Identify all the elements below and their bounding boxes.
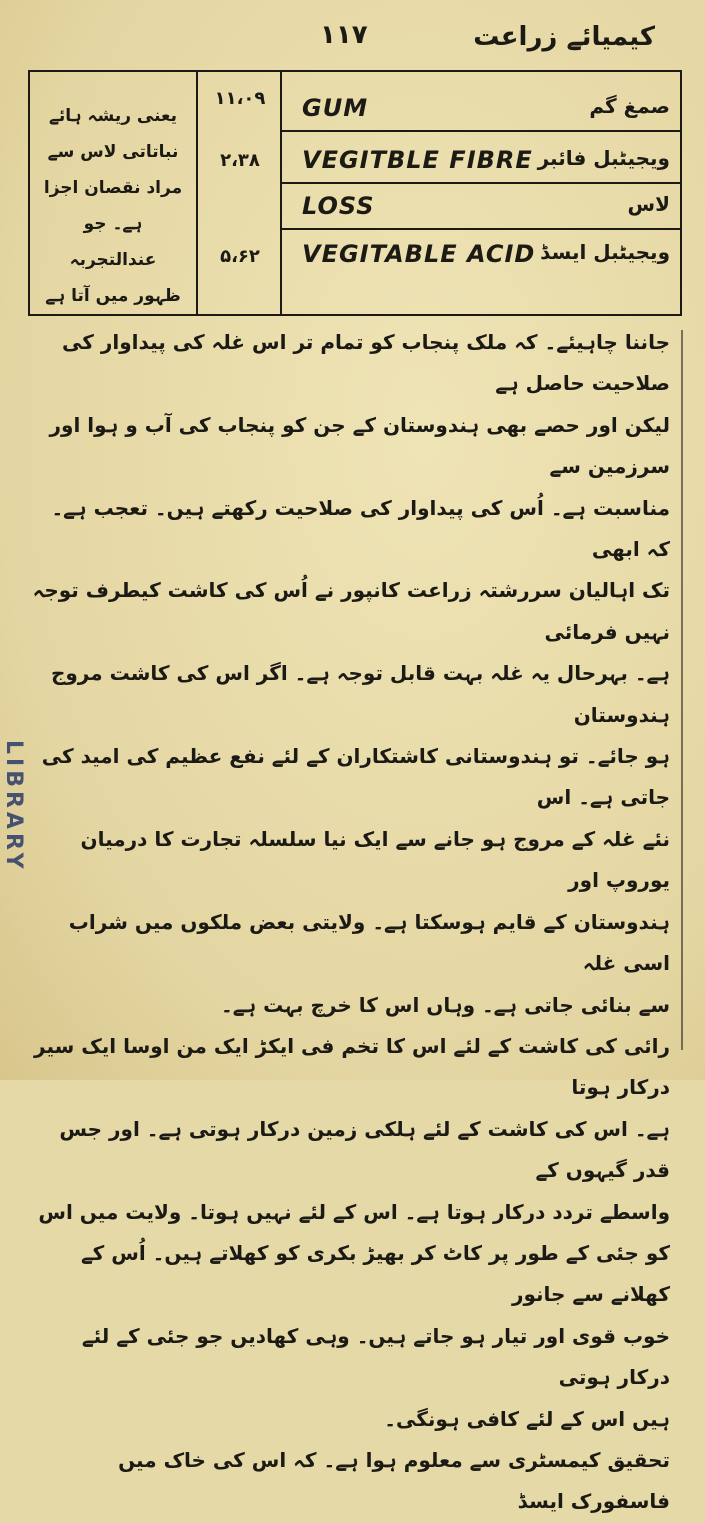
note-line: ہے۔ جو عندالتجربہ [69,214,157,270]
note-line: مراد نقصان اجزا [43,178,183,198]
text-line: ہو جائے۔ تو ہندوستانی کاشتکاران کے لئے نفع عظیم کی امید کی جاتی ہے۔ اس [41,744,670,810]
page-number: ۱۱۷ [320,20,368,50]
value-column [198,72,282,314]
text-line: سے بنائی جاتی ہے۔ وہاں اس کا خرچ بہت ہے۔ [221,992,670,1017]
text-line: تک اہالیان سررشتہ زراعت کانپور نے اُس کی کاشت کیطرف توجہ نہیں فرمائی [32,578,670,644]
row-urdu: لاس [627,192,670,216]
text-line: ہے۔ اس کی کاشت کے لئے ہلکی زمین درکار ہوتی ہے۔ اور جس قدر گیہوں کے [59,1116,670,1183]
margin-rule [681,330,683,1050]
row-english: GUM [302,94,369,122]
note-line: یعنی ریشہ ہائے [48,106,178,126]
value-gum: ۱۱،۰۹ [214,88,266,109]
composition-table [28,70,682,316]
row-urdu: ویجیٹبل ایسڈ [540,240,670,264]
row-english: LOSS [302,192,375,220]
note-line: نباتاتی لاس سے [47,142,179,162]
row-english: VEGITBLE FIBRE [302,146,533,174]
page-header [20,18,685,58]
table-row [282,86,680,132]
row-urdu: صمغ گم [589,94,670,118]
text-line: رائی کی کاشت کے لئے اس کا تخم فی ایکڑ ایک من اوسا ایک سیر درکار ہوتا [34,1033,670,1100]
row-urdu: ویجیٹبل فائبر [537,146,670,170]
note-line: ظہور میں آتا ہے [45,286,181,306]
text-line: تحقیق کیمسٹری سے معلوم ہوا ہے۔ کہ اس کی خاک میں فاسفورک ایسڈ [118,1447,670,1514]
text-line: ہندوستان کے قایم ہوسکتا ہے۔ ولایتی بعض ملکوں میں شراب اسی غلہ [68,909,670,976]
table-row [282,232,680,278]
library-stamp: LIBRARY [1,740,26,873]
text-line: خوب قوی اور تیار ہو جاتے ہیں۔ وہی کھادیں جو جئی کے لئے درکار ہوتی [81,1323,670,1390]
text-line: نئے غلہ کے مروج ہو جانے سے ایک نیا سلسلہ تجارت کا درمیان یوروپ اور [80,826,670,893]
text-line: جاننا چاہیئے۔ کہ ملک پنجاب کو تمام تر اس غلہ کی پیداوار کی صلاحیت حاصل ہے [62,330,670,396]
text-line: ہیں اس کے لئے کافی ہونگی۔ [384,1406,670,1431]
text-line: مناسبت ہے۔ اُس کی پیداوار کی صلاحیت رکھتے ہیں۔ تعجب ہے۔ کہ ابھی [51,495,670,562]
table-note [30,72,198,314]
text-line: کو جئی کے طور پر کاٹ کر بھیڑ بکری کو کھلاتے ہیں۔ اُس کے کھلانے سے جانور [80,1240,670,1307]
value-fibre: ۲،۳۸ [220,150,260,171]
row-english: VEGITABLE ACID [302,240,536,268]
table-rows [282,72,680,314]
table-row [282,138,680,184]
running-title: کیمیائے زراعت [473,22,655,52]
body-text [30,322,670,1523]
text-line: ہے۔ بہرحال یہ غلہ بہت قابل توجہ ہے۔ اگر اس کی کاشت مروج ہندوستان [50,661,670,727]
value-acid: ۵،۶۲ [220,246,260,267]
table-row [282,184,680,230]
text-line: واسطے تردد درکار ہوتا ہے۔ اس کے لئے نہیں ہوتا۔ ولایت میں اس [38,1199,670,1224]
text-line: لیکن اور حصے بھی ہندوستان کے جن کو پنجاب کی آب و ہوا اور سرزمین سے [49,412,670,479]
